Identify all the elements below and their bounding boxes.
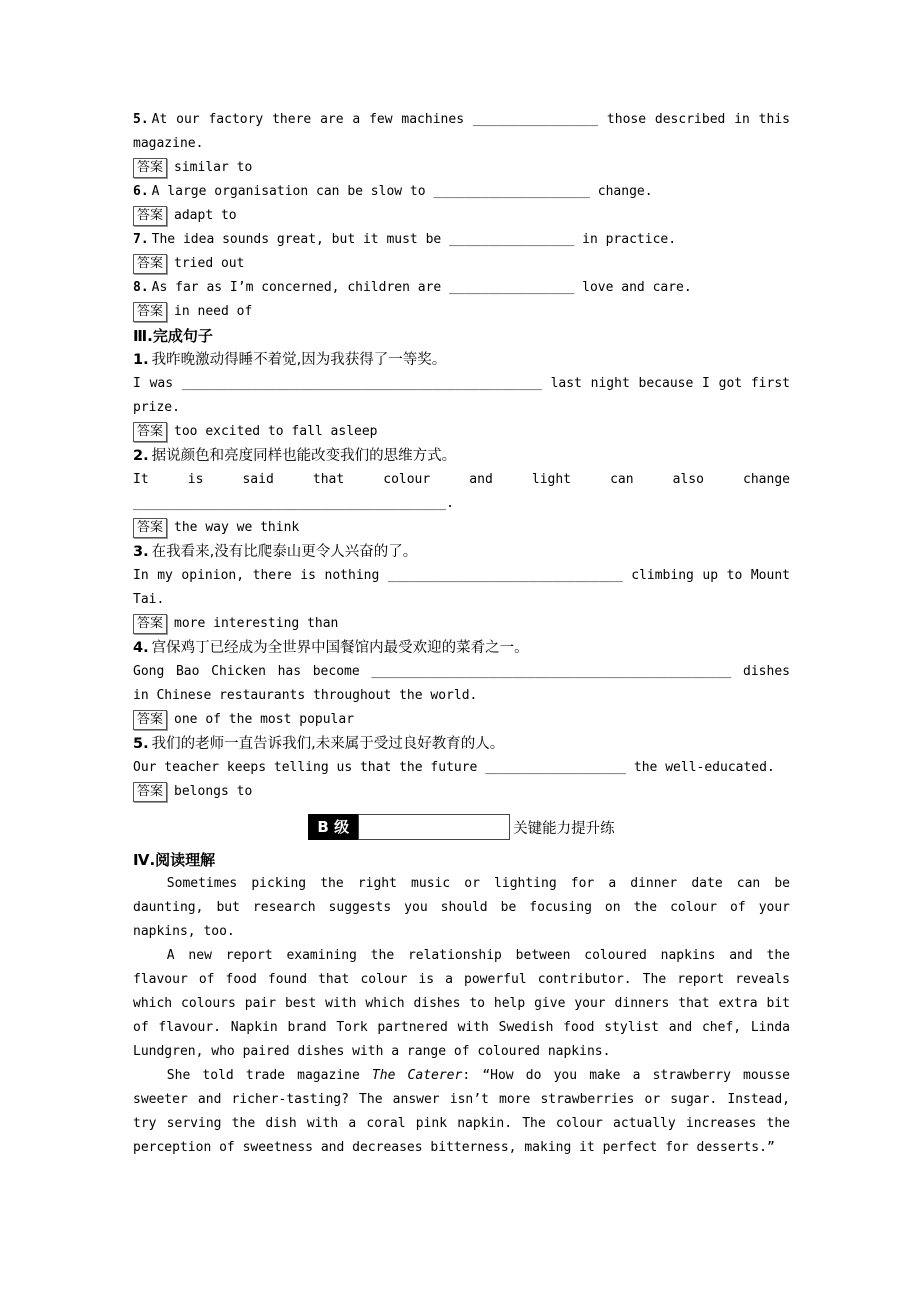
en-sentence-5: Our teacher keeps telling us that the future __________________ the well-educated. (133, 760, 775, 775)
answer-text: one of the most popular (174, 712, 355, 727)
reading-paragraph-2: A new report examining the relationship between coloured napkins and the flavour of food found that colour is a powerful contributor. The report reveals which colours pair best with which dishes to help give your dinners that extra bit of flavour. Napkin brand Tork partnered with Swedish food stylist and chef, Linda Lundgren, who paired dishes with a range of coloured napkins. (133, 948, 790, 1059)
cn-prompt-5 (133, 732, 790, 756)
exercise-item-7 (133, 228, 790, 252)
answer-label-box: 答案 (133, 206, 167, 226)
en-sentence-3: In my opinion, there is nothing ______________________________ climbing up to Mount Tai. (133, 568, 790, 607)
item-sentence-text: A large organisation can be slow to ____________________ change. (151, 184, 653, 199)
answer-label-box: 答案 (133, 710, 167, 730)
answer-text: too excited to fall asleep (174, 424, 378, 439)
cn-prompt-text: 据说颜色和亮度同样也能改变我们的思维方式。 (151, 448, 457, 464)
item-number: 8. (133, 280, 149, 295)
cn-prompt-text: 宫保鸡丁已经成为全世界中国餐馆内最受欢迎的菜肴之一。 (151, 640, 529, 656)
answer-row (133, 252, 790, 276)
item-sentence-text: The idea sounds great, but it must be ________________ in practice. (151, 232, 677, 247)
item-number: 6. (133, 184, 149, 199)
paragraph-text: : “How do you make a strawberry mousse sweeter and richer-tasting? The answer isn’t more strawberries or sugar. Instead, try serving the dish with a coral pink napkin. The colour actually increases the perception of sweetness and decreases bitterness, making it perfect for desserts.” (133, 1068, 790, 1155)
reading-paragraph-1: Sometimes picking the right music or lighting for a dinner date can be daunting, but research suggests you should be focusing on the colour of your napkins, too. (133, 876, 790, 939)
item-number: 2. (133, 448, 149, 464)
item-number: 3. (133, 544, 149, 560)
item-number: 7. (133, 232, 149, 247)
answer-label-box: 答案 (133, 422, 167, 442)
answer-row (133, 420, 790, 444)
item-sentence-text: At our factory there are a few machines ________________ those described in this magazine. (133, 112, 790, 151)
item-number: 4. (133, 640, 149, 656)
answer-row (133, 156, 790, 180)
section-heading-iii: Ⅲ.完成句子 (133, 327, 213, 345)
answer-label-box: 答案 (133, 158, 167, 178)
badge-blank-box (358, 814, 510, 840)
cn-prompt-text: 我昨晚激动得睡不着觉,因为我获得了一等奖。 (151, 352, 447, 368)
item-number: 5. (133, 736, 149, 752)
answer-row (133, 708, 790, 732)
cn-prompt-2 (133, 444, 790, 468)
answer-text: in need of (174, 304, 253, 319)
en-sentence-4: Gong Bao Chicken has become ______________________________________________ dishes in Chinese restaurants throughout the world. (133, 664, 790, 703)
exercise-item-5 (133, 108, 790, 156)
answer-text: tried out (174, 256, 245, 271)
answer-row (133, 780, 790, 804)
answer-text: similar to (174, 160, 253, 175)
answer-label-box: 答案 (133, 782, 167, 802)
answer-row (133, 300, 790, 324)
answer-text: the way we think (174, 520, 300, 535)
reading-paragraph-3 (133, 1064, 790, 1160)
paragraph-text: She told trade magazine (166, 1068, 372, 1083)
section-heading-iv: Ⅳ.阅读理解 (133, 851, 216, 869)
cn-prompt-4 (133, 636, 790, 660)
answer-label-box: 答案 (133, 302, 167, 322)
cn-prompt-3 (133, 540, 790, 564)
answer-row (133, 204, 790, 228)
cn-prompt-text: 在我看来,没有比爬泰山更令人兴奋的了。 (151, 544, 418, 560)
en-sentence-1: I was ______________________________________________ last night because I got first prize. (133, 376, 790, 415)
answer-text: adapt to (174, 208, 237, 223)
answer-row (133, 612, 790, 636)
answer-text: belongs to (174, 784, 253, 799)
exercise-item-8 (133, 276, 790, 300)
exercise-item-6 (133, 180, 790, 204)
answer-label-box: 答案 (133, 614, 167, 634)
cn-prompt-text: 我们的老师一直告诉我们,未来属于受过良好教育的人。 (151, 736, 505, 752)
item-sentence-text: As far as I’m concerned, children are ________________ love and care. (151, 280, 692, 295)
badge-label: 关键能力提升练 (513, 820, 615, 837)
magazine-title-italic: The Caterer (371, 1068, 463, 1083)
answer-row (133, 516, 790, 540)
answer-label-box: 答案 (133, 518, 167, 538)
level-b-badge: B 级 (308, 814, 358, 840)
level-badge-row (133, 814, 790, 840)
item-number: 5. (133, 112, 149, 127)
en-sentence-2: It is said that colour and light can also change ________________________________________. (133, 472, 790, 511)
cn-prompt-1 (133, 348, 790, 372)
answer-text: more interesting than (174, 616, 339, 631)
item-number: 1. (133, 352, 149, 368)
answer-label-box: 答案 (133, 254, 167, 274)
